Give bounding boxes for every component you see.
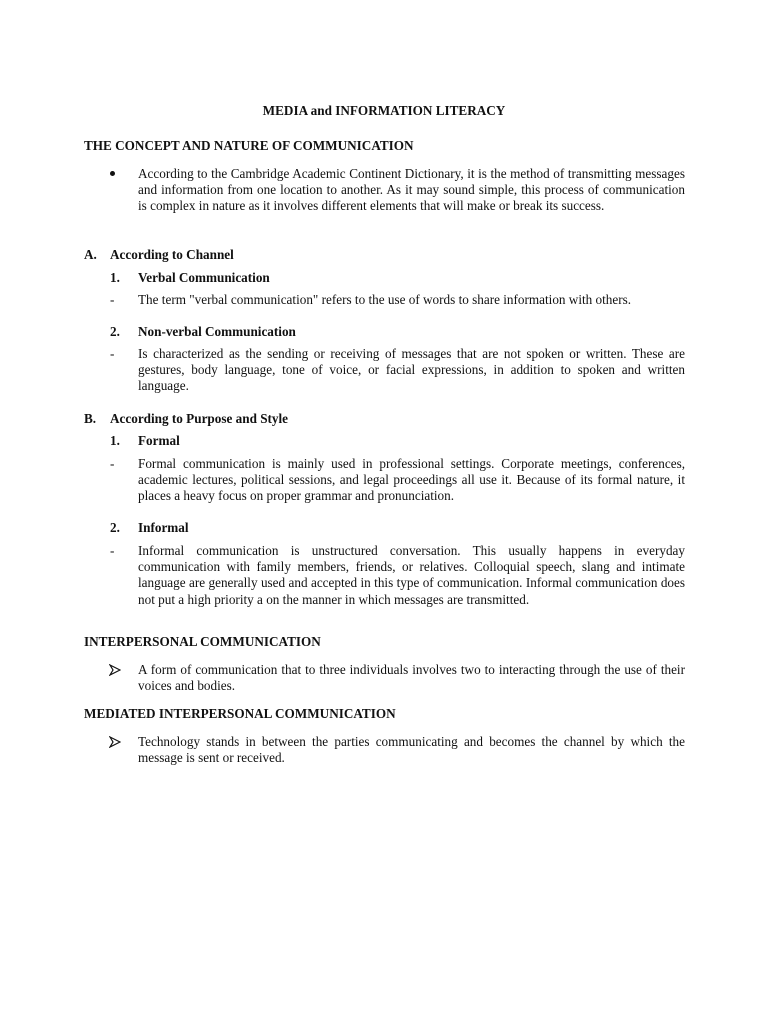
arrowhead-bullet-icon — [109, 664, 121, 676]
group-a-item-1-dash: - — [110, 292, 115, 307]
concept-paragraph: According to the Cambridge Academic Continent Dictionary, it is the method of transmitting messages and information from one location to another. As it may sound simple, this process of communication is complex in nature as it involves different elements that will make or break its success. — [138, 166, 685, 214]
group-a-letter: A. — [84, 247, 97, 262]
group-b-item-1-title: Formal — [138, 433, 180, 448]
arrowhead-bullet-icon — [109, 736, 121, 748]
section-heading-concept: THE CONCEPT AND NATURE OF COMMUNICATION — [84, 138, 414, 153]
group-b-letter: B. — [84, 411, 97, 426]
bullet-dot-icon — [110, 171, 115, 176]
group-b-item-1-number: 1. — [110, 433, 120, 448]
group-a-item-1-title: Verbal Communication — [138, 270, 270, 285]
section-heading-mediated: MEDIATED INTERPERSONAL COMMUNICATION — [84, 706, 396, 721]
group-b-heading: According to Purpose and Style — [110, 411, 289, 426]
group-a-item-2-dash: - — [110, 346, 115, 361]
group-a-item-1-text: The term "verbal communication" refers to the use of words to share information with others. — [138, 292, 632, 307]
document-title: MEDIA and INFORMATION LITERACY — [262, 103, 506, 118]
group-a-item-2-number: 2. — [110, 324, 120, 339]
group-b-item-1-text: Formal communication is mainly used in professional settings. Corporate meetings, conferences, academic lectures, political sessions, and legal proceedings all use it. Because of its formal nature, it places a heavy focus on proper grammar and pronunciation. — [138, 456, 685, 504]
group-b-item-2-title: Informal — [138, 520, 189, 535]
mediated-paragraph: Technology stands in between the parties communicating and becomes the channel by which the message is sent or received. — [138, 734, 685, 766]
group-b-item-1-dash: - — [110, 456, 115, 471]
group-a-item-1-number: 1. — [110, 270, 120, 285]
interpersonal-paragraph: A form of communication that to three individuals involves two to interacting through the use of their voices and bodies. — [138, 662, 685, 694]
section-heading-interpersonal: INTERPERSONAL COMMUNICATION — [84, 634, 321, 649]
group-b-item-2-number: 2. — [110, 520, 120, 535]
group-a-item-2-title: Non-verbal Communication — [138, 324, 296, 339]
group-b-item-2-dash: - — [110, 543, 115, 558]
group-a-item-2-text: Is characterized as the sending or receiving of messages that are not spoken or written. These are gestures, body language, tone of voice, or facial expressions, in addition to spoken and written language. — [138, 346, 685, 394]
group-b-item-2-text: Informal communication is unstructured conversation. This usually happens in everyday communication with family members, friends, or relatives. Colloquial speech, slang and intimate language are generally used and accepted in this type of communication. Informal communication does not put a high priority a on the manner in which messages are transmitted. — [138, 543, 685, 607]
group-a-heading: According to Channel — [110, 247, 234, 262]
